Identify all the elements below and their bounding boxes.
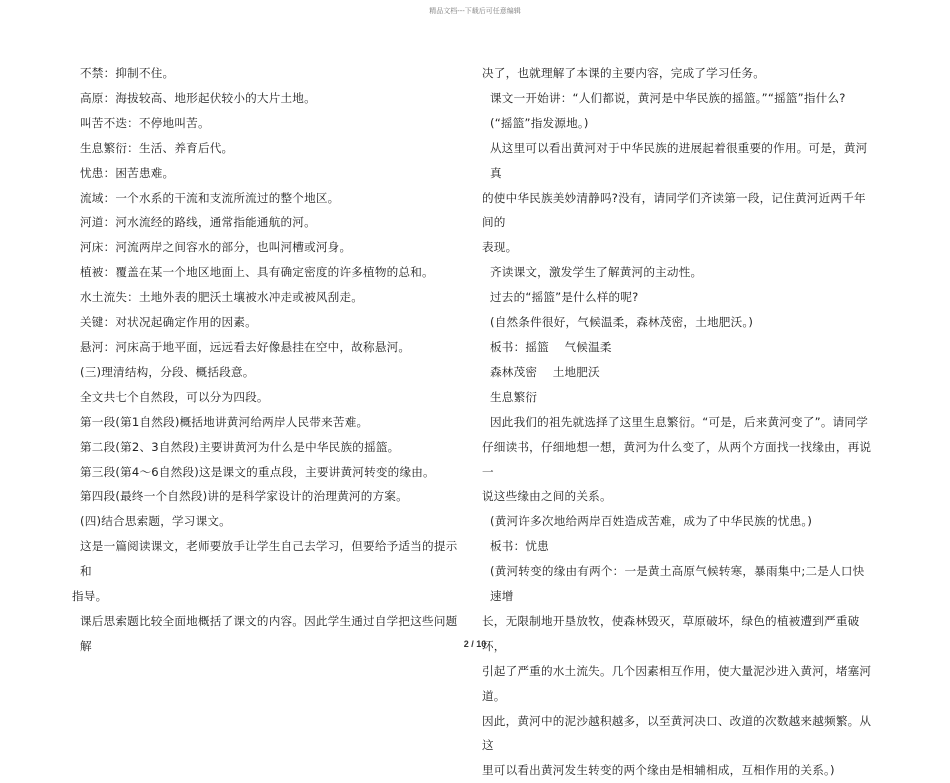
text-line: 河床：河流两岸之间容水的部分，也叫河槽或河身。	[80, 240, 352, 255]
text-line: 指导。	[72, 589, 108, 604]
text-line: 第四段(最终一个自然段)讲的是科学家设计的治理黄河的方案。	[80, 489, 408, 504]
text-line: 生息繁衍	[490, 389, 538, 404]
text-line: 第二段(第2、3自然段)主要讲黄河为什么是中华民族的摇篮。	[80, 439, 400, 454]
text-line: (四)结合思索题，学习课文。	[80, 514, 231, 529]
text-line: (自然条件很好，气候温柔，森林茂密，土地肥沃。)	[490, 315, 754, 330]
text-line: 第三段(第4～6自然段)这是课文的重点段，主要讲黄河转变的缘由。	[80, 464, 435, 479]
text-line: 森林茂密 土地肥沃	[490, 364, 600, 379]
text-line: 仔细读书，仔细地想一想，黄河为什么变了，从两个方面找一找缘由，再说一	[482, 439, 872, 479]
text-line: 河道：河水流经的路线，通常指能通航的河。	[80, 215, 316, 230]
text-line: 课文一开始讲：“人们都说，黄河是中华民族的摇篮。”“摇篮”指什么?	[490, 90, 846, 105]
text-line: 板书：摇篮 气候温柔	[490, 339, 612, 354]
text-line: 不禁：抑制不住。	[80, 66, 175, 80]
text-line: 决了，也就理解了本课的主要内容，完成了学习任务。	[482, 66, 766, 80]
text-line: 因此，黄河中的泥沙越积越多，以至黄河决口、改道的次数越来越频繁。从这	[482, 713, 872, 753]
page-header: 精品文档---下载后可任意编辑	[429, 7, 521, 15]
text-line: (黄河许多次地给两岸百姓造成苦难，成为了中华民族的忧患。)	[490, 514, 813, 529]
text-line: 长，无限制地开垦放牧，使森林毁灭，草原破坏，绿色的植被遭到严重破坏，	[482, 613, 860, 653]
page-number: 2 / 10	[463, 639, 487, 649]
text-line: (三)理清结构，分段、概括段意。	[80, 364, 255, 379]
text-line: 说这些缘由之间的关系。	[482, 489, 612, 504]
right-column	[482, 61, 876, 783]
text-line: 这是一篇阅读课文，老师要放手让学生自己去学习，但要给予适当的提示和	[80, 539, 458, 579]
text-line: 关键：对状况起确定作用的因素。	[80, 315, 257, 330]
text-line: 齐读课文，激发学生了解黄河的主动性。	[490, 265, 703, 280]
text-line: 表现。	[482, 240, 518, 255]
text-line: 板书：忧患	[490, 539, 549, 554]
left-column	[72, 61, 460, 659]
text-line: 叫苦不迭：不停地叫苦。	[80, 115, 210, 130]
text-line: (“摇篮”指发源地。)	[490, 115, 589, 130]
text-line: 高原：海拔较高、地形起伏较小的大片土地。	[80, 90, 316, 105]
text-line: 悬河：河床高于地平面，远远看去好像悬挂在空中，故称悬河。	[80, 339, 411, 354]
text-line: 植被：覆盖在某一个地区地面上、具有确定密度的许多植物的总和。	[80, 265, 434, 280]
text-line: 从这里可以看出黄河对于中华民族的进展起着很重要的作用。可是，黄河真	[490, 140, 868, 180]
text-line: 全文共七个自然段，可以分为四段。	[80, 389, 269, 404]
text-line: 生息繁衍：生活、养育后代。	[80, 140, 234, 155]
text-line: (黄河转变的缘由有两个：一是黄土高原气候转寒，暴雨集中;二是人口快速增	[490, 564, 865, 604]
text-line: 引起了严重的水土流失。几个因素相互作用，使大量泥沙进入黄河，堵塞河道。	[482, 663, 872, 703]
text-line: 流域：一个水系的干流和支流所流过的整个地区。	[80, 190, 340, 205]
text-line: 第一段(第1自然段)概括地讲黄河给两岸人民带来苦难。	[80, 414, 369, 429]
text-line: 水土流失：土地外表的肥沃土壤被水冲走或被风刮走。	[80, 290, 364, 305]
text-line: 忧患：困苦患难。	[80, 165, 175, 180]
text-line: 里可以看出黄河发生转变的两个缘由是相辅相成，互相作用的关系。)	[482, 763, 835, 778]
text-line: 因此我们的祖先就选择了这里生息繁衍。“可是，后来黄河变了”。请同学	[490, 414, 869, 429]
text-line: 过去的“摇篮”是什么样的呢?	[490, 290, 639, 305]
text-line: 课后思索题比较全面地概括了课文的内容。因此学生通过自学把这些问题解	[80, 613, 458, 653]
text-line: 的使中华民族美妙清静吗?没有，请同学们齐读第一段，记住黄河近两千年间的	[482, 190, 866, 230]
